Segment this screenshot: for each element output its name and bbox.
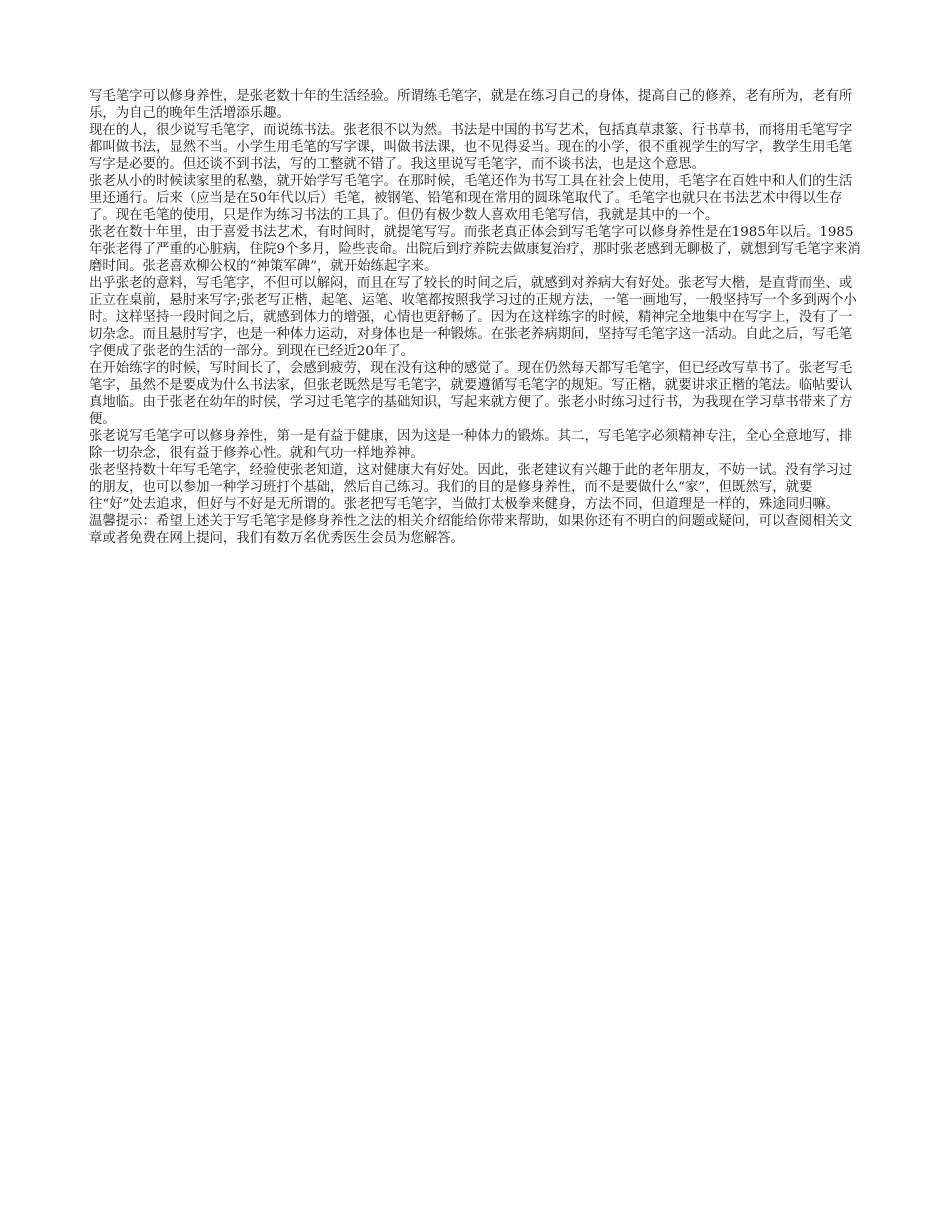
paragraph-tip: 温馨提示：希望上述关于写毛笔字是修身养性之法的相关介绍能给你带来帮助，如果你还有不明白的问题或疑问，可以查阅相关文章或者免费在网上提问，我们有数万名优秀医生会员为您解答。 [89,514,853,546]
paragraph-benefits: 出乎张老的意料，写毛笔字，不但可以解闷，而且在写了较长的时间之后，就感到对养病大有好处。张老写大楷，是直背而坐、或正立在桌前，悬肘来写字;张老写正楷，起笔、运笔、收笔都按照我学习过的正规方法，一笔一画地写，一般坚持写一个多到两个小时。这样坚持一段时间之后，就感到体力的增强，心情也更舒畅了。因为在这样练字的时候，精神完全地集中在写字上，没有了一切杂念。而且悬肘写字，也是一种体力运动，对身体也是一种锻炼。在张老养病期间，坚持写毛笔字这一活动。自此之后，写毛笔字便成了张老的生活的一部分。到现在已经近20年了。 [89,276,857,359]
paragraph-practice: 在开始练字的时候，写时间长了，会感到疲劳，现在没有这种的感觉了。现在仍然每天都写毛笔字，但已经改写草书了。张老写毛笔字，虽然不是要成为什么书法家，但张老既然是写毛笔字，就要遵循写毛笔字的规矩。写正楷，就要讲求正楷的笔法。临帖要认真地临。由于张老在幼年的时侯，学习过毛笔字的基础知识，写起来就方便了。张老小时练习过行书，为我现在学习草书带来了方便。 [89,361,853,427]
paragraph-intro: 写毛笔字可以修身养性，是张老数十年的生活经验。所谓练毛笔字，就是在练习自己的身体，提高自己的修养，老有所为，老有所乐，为自己的晚年生活增添乐趣。 [89,89,853,121]
article-body [89,88,861,547]
paragraph-advice: 张老坚持数十年写毛笔字，经验使张老知道，这对健康大有好处。因此，张老建议有兴趣于此的老年朋友，不妨一试。没有学习过的朋友，也可以参加一种学习班打个基础，然后自己练习。我们的目的是修身养性，而不是要做什么“家”，但既然写，就要往“好”处去追求，但好与不好是无所谓的。张老把写毛笔字，当做打太极拳来健身，方法不同，但道理是一样的，殊途同归嘛。 [89,463,853,512]
paragraph-calligraphy-vs-writing: 现在的人，很少说写毛笔字，而说练书法。张老很不以为然。书法是中国的书写艺术，包括真草隶篆、行书草书，而将用毛笔写字都叫做书法，显然不当。小学生用毛笔的写字课，叫做书法课，也不见得妥当。现在的小学，很不重视学生的写字，教学生用毛笔写字是必要的。但还谈不到书法，写的工整就不错了。我这里说写毛笔字，而不谈书法，也是这个意思。 [89,123,853,172]
paragraph-illness: 张老在数十年里，由于喜爱书法艺术，有时间时，就提笔写写。而张老真正体会到写毛笔字可以修身养性是在1985年以后。1985年张老得了严重的心脏病，住院9个多月，险些丧命。出院后到疗养院去做康复治疗，那时张老感到无聊极了，就想到写毛笔字来消磨时间。张老喜欢柳公权的“神策军碑”，就开始练起字来。 [89,225,861,274]
paragraph-childhood: 张老从小的时候读家里的私塾，就开始学写毛笔字。在那时候，毛笔还作为书写工具在社会上使用，毛笔字在百姓中和人们的生活里还通行。后来（应当是在50年代以后）毛笔，被钢笔、铅笔和现在常用的圆珠笔取代了。毛笔字也就只在书法艺术中得以生存了。现在毛笔的使用，只是作为练习书法的工具了。但仍有极少数人喜欢用毛笔写信，我就是其中的一个。 [89,174,853,223]
paragraph-health: 张老说写毛笔字可以修身养性，第一是有益于健康，因为这是一种体力的锻炼。其二，写毛笔字必须精神专注，全心全意地写，排除一切杂念，很有益于修养心性。就和气功一样地养神。 [89,429,853,461]
